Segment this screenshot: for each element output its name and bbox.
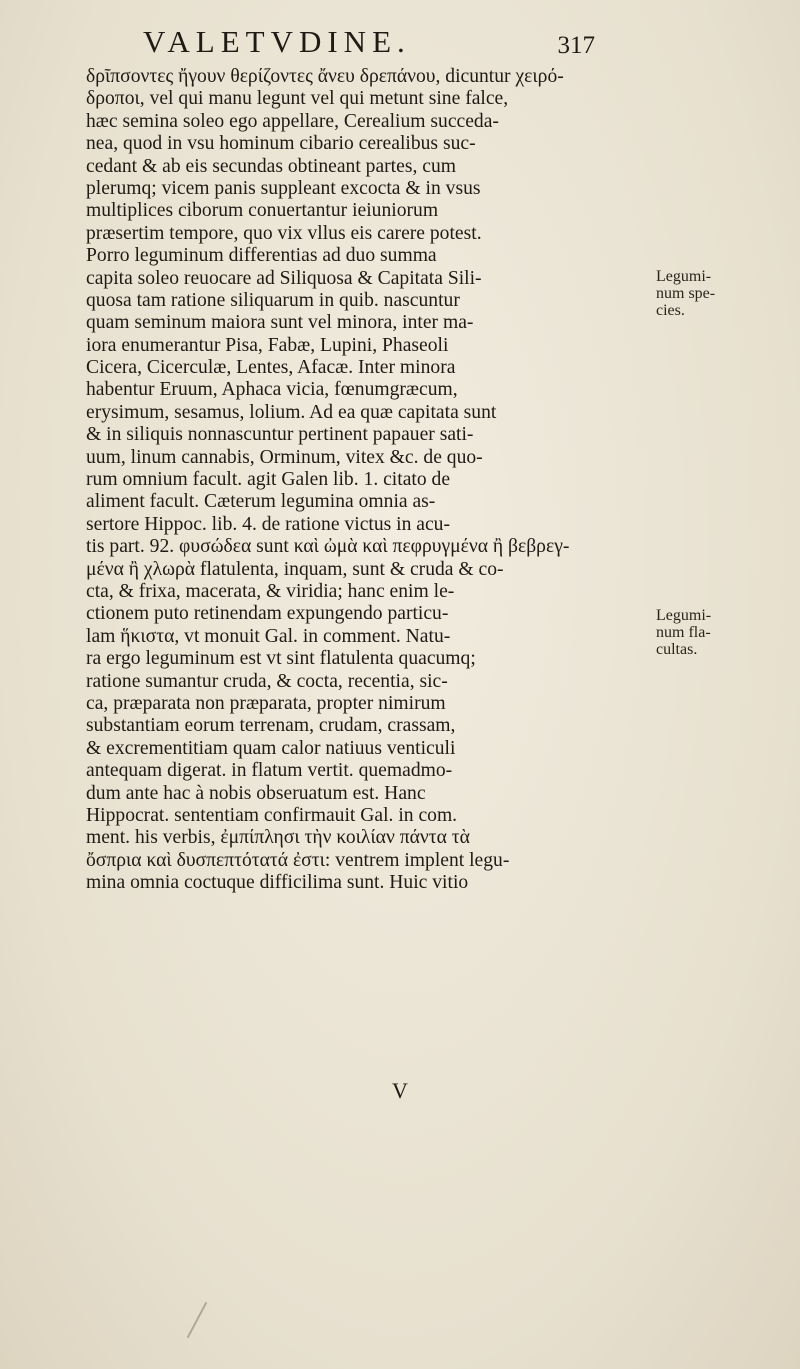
text-line: ratione sumantur cruda, & cocta, recentia, sic- <box>86 670 448 692</box>
text-line: Cicera, Cicerculæ, Lentes, Afacæ. Inter minora <box>86 357 456 379</box>
stray-ink-mark <box>187 1302 208 1338</box>
text-line: capita soleo reuocare ad Siliquosa & Capitata Sili- <box>86 267 482 289</box>
text-line: nea, quod in vsu hominum cibario cerealibus suc- <box>86 133 476 155</box>
text-line: ca, præparata non præparata, propter nimirum <box>86 692 446 714</box>
text-line: aliment facult. Cæterum legumina omnia as- <box>86 491 436 513</box>
text-line: quosa tam ratione siliquarum in quib. nascuntur <box>86 289 460 311</box>
page-number: 317 <box>557 32 595 59</box>
text-line: quam seminum maiora sunt vel minora, inter ma- <box>86 312 474 334</box>
text-line: mina omnia coctuque difficilima sunt. Huic vitio <box>86 872 469 894</box>
text-line: substantiam eorum terrenam, crudam, crassam, <box>86 715 456 737</box>
page-header <box>125 22 595 68</box>
margin-note-line: num spe- <box>656 285 716 302</box>
text-line: uum, linum cannabis, Orminum, vitex &c. de quo- <box>86 446 483 468</box>
text-line: habentur Eruum, Aphaca vicia, fœnumgræcum, <box>86 379 458 401</box>
text-line: lam ἥκιστα, vt monuit Gal. in comment. Natu- <box>86 625 451 647</box>
text-line: δρῖπσοντες ἤγουν θερίζοντες ἄνευ δρεπάνου, dicuntur χειρό- <box>86 66 564 87</box>
margin-note-line: cultas. <box>656 641 698 658</box>
text-line: μένα ἢ χλωρὰ flatulenta, inquam, sunt & cruda & co- <box>86 558 504 580</box>
text-line: erysimum, sesamus, lolium. Ad ea quæ capitata sunt <box>86 401 497 423</box>
text-line: Hippocrat. sententiam confirmauit Gal. in com. <box>86 804 458 826</box>
signature-mark: V <box>392 1078 408 1103</box>
text-line: ment. his verbis, ἐμπίπλησι τὴν κοιλίαν πάντα τὰ <box>86 827 470 849</box>
text-line: ctionem puto retinendam expungendo particu- <box>86 603 449 625</box>
margin-note-line: cies. <box>656 302 685 319</box>
body-text <box>86 66 646 894</box>
margin-note-leguminum-species <box>656 268 756 319</box>
text-line: antequam digerat. in flatum vertit. quemadmo- <box>86 760 453 782</box>
text-line: multiplices ciborum conuertantur ieiuniorum <box>86 200 439 222</box>
margin-note-leguminum-facultas <box>656 607 756 658</box>
text-line: iora enumerantur Pisa, Fabæ, Lupini, Phaseoli <box>86 334 449 356</box>
text-line: cedant & ab eis secundas obtineant partes, cum <box>86 155 456 177</box>
text-line: ὄσπρια καὶ δυσπεπτότατά ἐστι: ventrem implent legu- <box>86 849 510 871</box>
text-line: & in siliquis nonnascuntur pertinent papauer sati- <box>86 424 474 446</box>
text-line: præsertim tempore, quo vix vllus eis carere potest. <box>86 222 482 244</box>
running-title: VALETVDINE. <box>143 24 411 59</box>
text-line: cta, & frixa, macerata, & viridia; hanc enim le- <box>86 580 455 602</box>
margin-note-line: num fla- <box>656 624 711 641</box>
text-line: hæc semina soleo ego appellare, Cerealium succeda- <box>86 110 499 132</box>
text-line: rum omnium facult. agit Galen lib. 1. citato de <box>86 469 451 491</box>
margin-note-line: Legumi- <box>656 268 712 285</box>
text-line: plerumq; vicem panis suppleant excocta & in vsus <box>86 177 481 199</box>
text-line: δροποι, vel qui manu legunt vel qui metunt sine falce, <box>86 88 509 110</box>
text-line: Porro leguminum differentias ad duo summa <box>86 245 437 267</box>
text-line: tis part. 92. φυσώδεα sunt καὶ ὠμὰ καὶ πεφρυγμένα ἢ βεβρεγ- <box>86 536 570 558</box>
text-line: & excrementitiam quam calor natiuus venticuli <box>86 737 456 759</box>
text-line: sertore Hippoc. lib. 4. de ratione victus in acu- <box>86 513 451 535</box>
margin-note-line: Legumi- <box>656 607 712 624</box>
text-line: dum ante hac à nobis obseruatum est. Hanc <box>86 782 426 804</box>
text-line: ra ergo leguminum est vt sint flatulenta quacumq; <box>86 648 476 670</box>
